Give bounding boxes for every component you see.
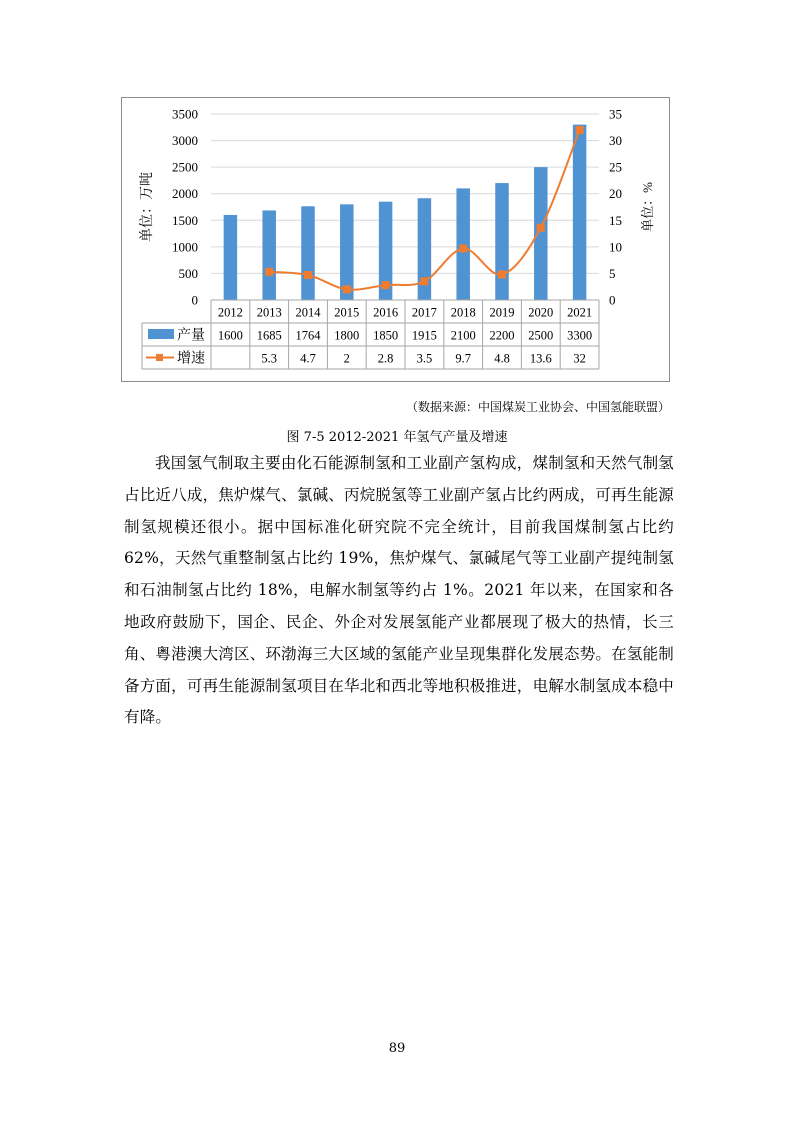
x-tick-label: 2016 [373, 305, 399, 320]
y-left-tick-label: 2000 [172, 186, 198, 202]
growth-point [420, 277, 428, 285]
bar [495, 183, 509, 300]
body-paragraph: 我国氢气制取主要由化石能源制氢和工业副产氢构成，煤制氢和天然气制氢占比近八成，焦炉煤气、氯碱、丙烷脱氢等工业副产氢占比约两成，可再生能源制氢规模还很小。据中国标准化研究院不完全统计，目前我国煤制氢占比约 62%，天然气重整制氢占比约 19%，焦炉煤气、氯碱尾气等工业副产提纯制氢和石油制氢占比约 18%，电解水制氢等约占 1%。2021 年以来，在国家和各地政府鼓励下，国企、民企、外企对发展氢能产业都展现了极大的热情，长三角、粤港澳大湾区、环渤海三大区域的氢能产业呈现集群化发展态势。在氢能制备方面，可再生能源制氢项目在华北和西北等地积极推进，电解水制氢成本稳中有降。 [124, 454, 674, 727]
x-tick-label: 2017 [411, 305, 437, 320]
bar-data-label: 1800 [334, 328, 360, 343]
bar [301, 206, 315, 300]
y-left-tick-label: 3000 [172, 133, 198, 149]
line-data-label: 4.7 [300, 351, 316, 366]
growth-point [576, 126, 584, 134]
line-data-label: 5.3 [261, 351, 278, 366]
legend-label-line: 增速 [177, 351, 205, 367]
line-data-label: 2 [343, 351, 350, 366]
growth-point [343, 285, 351, 293]
y-right-tick-label: 20 [609, 186, 622, 202]
bar-data-label: 2500 [528, 328, 554, 343]
line-data-label: 3.5 [416, 351, 433, 366]
growth-point [498, 270, 506, 278]
growth-point [265, 268, 273, 276]
y-left-tick-label: 2500 [172, 159, 198, 175]
y-right-axis-title: 单位：% [640, 182, 655, 232]
line-data-label: 13.6 [529, 351, 552, 366]
bar-data-label: 2100 [450, 328, 476, 343]
x-tick-label: 2015 [334, 305, 360, 320]
line-data-label: 2.8 [377, 351, 394, 366]
bar-data-label: 1600 [217, 328, 243, 343]
bar-data-label: 1764 [295, 328, 321, 343]
x-tick-label: 2021 [567, 305, 593, 320]
x-tick-label: 2014 [295, 305, 321, 320]
x-tick-label: 2018 [450, 305, 476, 320]
y-left-tick-label: 1000 [172, 239, 198, 255]
line-data-label: 32 [573, 351, 586, 366]
y-right-tick-label: 15 [609, 212, 622, 228]
bar-data-label: 1850 [373, 328, 399, 343]
production-growth-chart [122, 98, 671, 383]
bar-data-label: 3300 [567, 328, 593, 343]
line-data-label: 4.8 [494, 351, 510, 366]
y-right-tick-label: 30 [609, 133, 622, 149]
y-right-tick-label: 5 [609, 265, 616, 281]
growth-point [304, 271, 312, 279]
figure-caption: 图 7-5 2012-2021 年氢气产量及增速 [286, 430, 508, 445]
y-left-tick-label: 1500 [172, 212, 198, 228]
bar [573, 125, 587, 300]
growth-point [459, 244, 467, 252]
legend-label-bar: 产量 [177, 328, 205, 344]
bar [534, 167, 548, 300]
bar [224, 215, 238, 300]
bar [456, 188, 470, 300]
bar [262, 210, 276, 300]
y-right-tick-label: 10 [609, 239, 622, 255]
y-left-tick-label: 0 [191, 292, 198, 308]
bar-data-label: 1685 [256, 328, 282, 343]
legend-key-bar [148, 329, 174, 339]
x-tick-label: 2012 [217, 305, 243, 320]
x-tick-label: 2020 [528, 305, 554, 320]
bar-data-label: 1915 [411, 328, 437, 343]
y-right-tick-label: 0 [609, 292, 616, 308]
y-left-axis-title: 单位：万吨 [140, 172, 155, 242]
x-tick-label: 2013 [256, 305, 282, 320]
chart-frame [121, 97, 670, 382]
source-note: （数据来源：中国煤炭工业协会、中国氢能联盟） [405, 400, 670, 414]
x-tick-label: 2019 [489, 305, 515, 320]
bar-data-label: 2200 [489, 328, 515, 343]
y-right-tick-label: 25 [609, 159, 622, 175]
legend-key-marker [156, 354, 163, 361]
y-left-tick-label: 3500 [172, 106, 198, 122]
y-right-tick-label: 35 [609, 106, 622, 122]
page-number: 89 [388, 1041, 406, 1056]
growth-point [382, 281, 390, 289]
y-left-tick-label: 500 [178, 265, 198, 281]
growth-point [537, 224, 545, 232]
line-data-label: 9.7 [455, 351, 472, 366]
